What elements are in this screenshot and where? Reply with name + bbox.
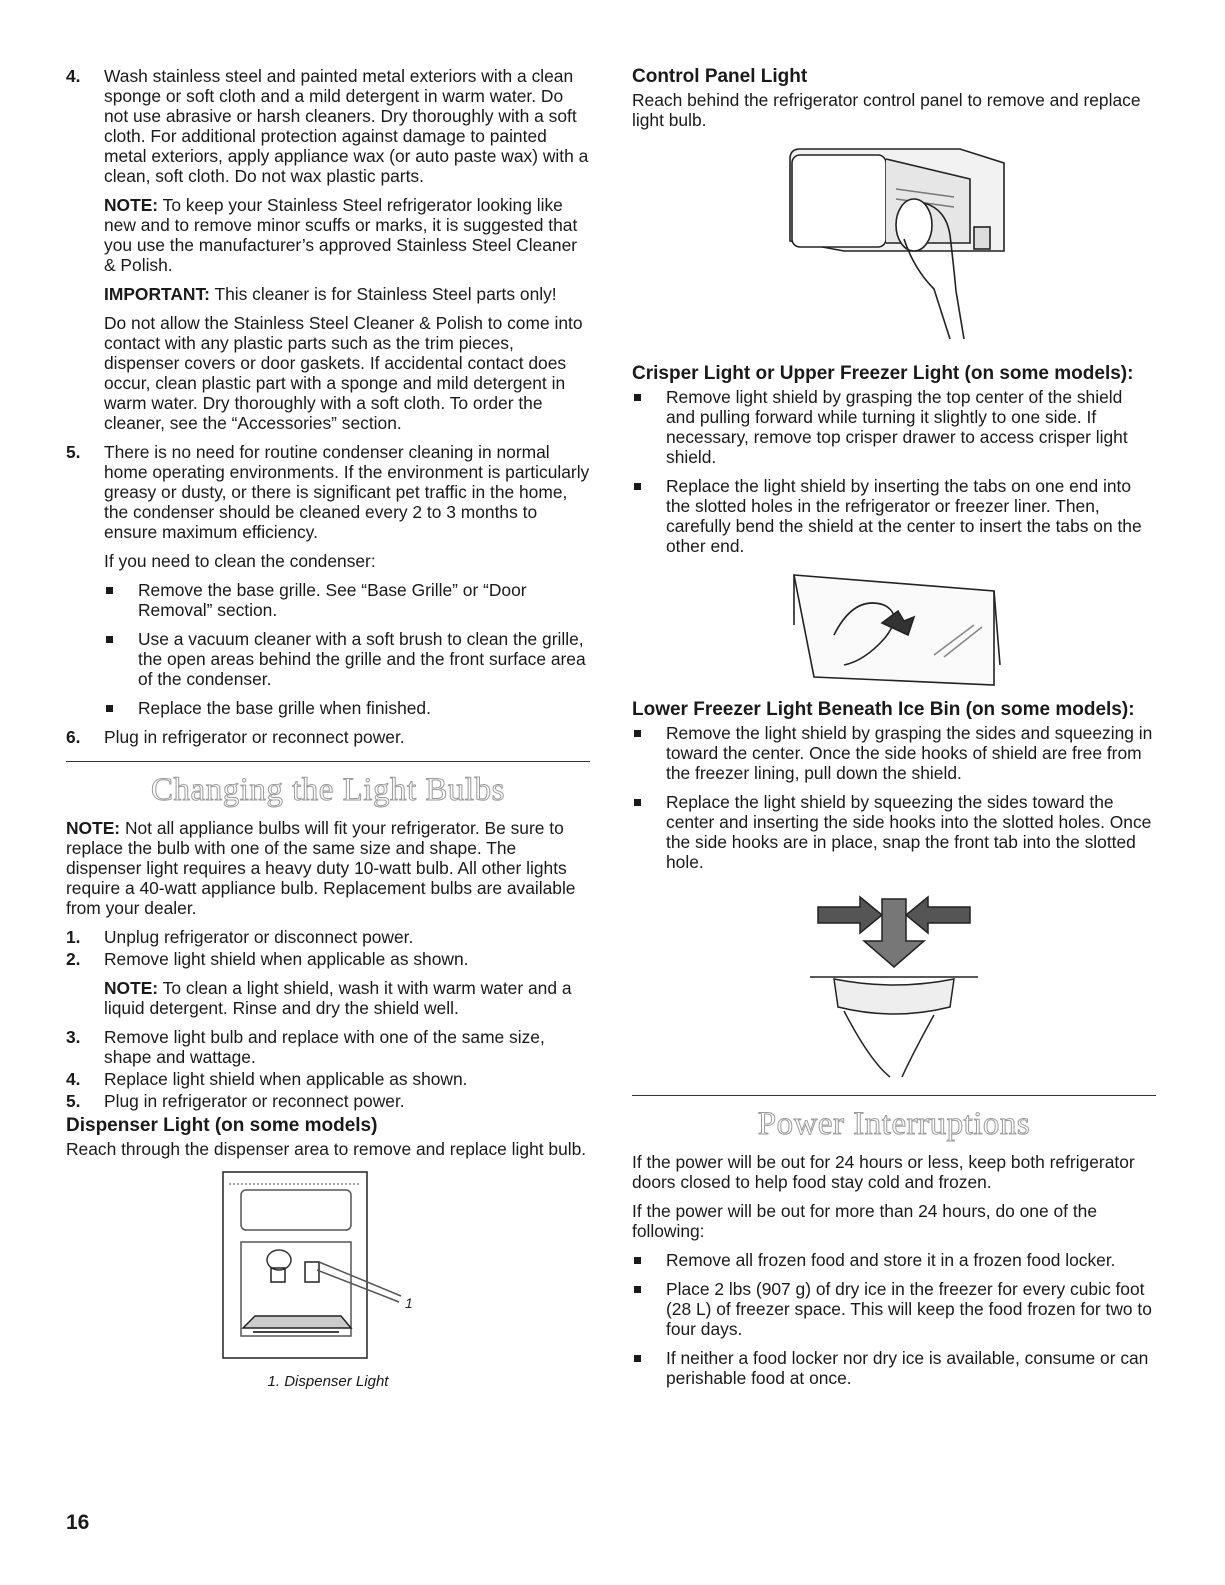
step-4-exterior-cleaning xyxy=(66,66,590,433)
important-label: IMPORTANT: xyxy=(104,284,210,304)
stainless-note xyxy=(104,195,590,275)
bulb-note xyxy=(66,818,590,918)
callout-number: 1 xyxy=(405,1295,413,1311)
lower-freezer-illustration xyxy=(774,881,1014,1081)
step-number: 2. xyxy=(66,949,81,969)
lower-freezer-bullets xyxy=(632,723,1156,872)
left-column xyxy=(66,66,590,1392)
list-item: Replace the light shield by squeezing the sides toward the center and inserting the side hooks into the slotted holes. Once the side hooks are in place, snap the front tab into the slotted hole. xyxy=(632,792,1156,872)
right-column xyxy=(632,66,1156,1397)
step-text: Remove light bulb and replace with one of the same size, shape and wattage. xyxy=(104,1027,545,1067)
bulb-step-3 xyxy=(66,1027,590,1067)
step-number: 6. xyxy=(66,727,81,747)
note-text: To keep your Stainless Steel refrigerator looking like new and to remove minor scuffs or marks, it is suggested that you use the manufacturer’s approved Stainless Steel Cleaner & Polish. xyxy=(104,195,578,275)
shield-cleaning-note xyxy=(104,978,590,1018)
step-number: 4. xyxy=(66,66,81,86)
step-text: Plug in refrigerator or reconnect power. xyxy=(104,1091,405,1111)
bulb-step-2 xyxy=(66,949,590,1018)
step-number: 3. xyxy=(66,1027,81,1047)
step-text: Replace light shield when applicable as shown. xyxy=(104,1069,468,1089)
important-text: This cleaner is for Stainless Steel parts only! xyxy=(209,284,557,304)
list-item: Remove the base grille. See “Base Grille” or “Door Removal” section. xyxy=(104,580,590,620)
figure-caption: 1. Dispenser Light xyxy=(267,1373,389,1390)
bulb-step-1 xyxy=(66,927,590,947)
section-title-light-bulbs: Changing the Light Bulbs xyxy=(151,772,505,808)
section-divider xyxy=(632,1095,1156,1096)
step-number: 4. xyxy=(66,1069,81,1089)
lower-freezer-heading: Lower Freezer Light Beneath Ice Bin (on some models): xyxy=(632,699,1135,720)
crisper-light-illustration xyxy=(764,565,1024,695)
control-panel-heading: Control Panel Light xyxy=(632,66,808,87)
list-item: Place 2 lbs (907 g) of dry ice in the freezer for every cubic foot (28 L) of freezer space. This will keep the food frozen for two to four days. xyxy=(632,1279,1156,1339)
control-panel-text: Reach behind the refrigerator control panel to remove and replace light bulb. xyxy=(632,90,1141,130)
step-text: There is no need for routine condenser cleaning in normal home operating environments. If the environment is particularly greasy or dusty, or there is significant pet traffic in the home, the condenser should be cleaned every 2 to 3 months to ensure maximum efficiency. xyxy=(104,442,590,542)
list-item: Remove all frozen food and store it in a frozen food locker. xyxy=(632,1250,1156,1270)
crisper-bullets xyxy=(632,387,1156,556)
step-6-power xyxy=(66,727,590,747)
step-text: Unplug refrigerator or disconnect power. xyxy=(104,927,414,947)
list-item: Remove the light shield by grasping the sides and squeezing in toward the center. Once the side hooks of shield are free from the freezer lining, pull down the shield. xyxy=(632,723,1156,783)
step-5-condenser xyxy=(66,442,590,718)
step-number: 1. xyxy=(66,927,81,947)
power-text-long-outage: If the power will be out for more than 24 hours, do one of the following: xyxy=(632,1201,1097,1241)
note-label: NOTE: xyxy=(104,978,159,998)
cleaner-warning: Do not allow the Stainless Steel Cleaner & Polish to come into contact with any plastic parts such as the trim pieces, dispenser covers or door gaskets. If accidental contact does occur, clean plastic part with a sponge and mild detergent in warm water. Dry thoroughly with a soft cloth. To order the cleaner, see the “Accessories” section. xyxy=(104,313,583,433)
power-text-short-outage: If the power will be out for 24 hours or less, keep both refrigerator doors closed to help food stay cold and frozen. xyxy=(632,1152,1135,1192)
section-divider xyxy=(66,761,590,762)
step-text: Wash stainless steel and painted metal exteriors with a clean sponge or soft cloth and a mild detergent in warm water. Do not use abrasive or harsh cleaners. Dry thoroughly with a soft cloth. For additional protection against damage to painted metal exteriors, apply appliance wax (or auto paste wax) with a clean, soft cloth. Do not wax plastic parts. xyxy=(104,66,589,186)
list-item: Replace the light shield by inserting the tabs on one end into the slotted holes in the refrigerator or freezer liner. Then, carefully bend the shield at the center to insert the tabs on the other end. xyxy=(632,476,1156,556)
crisper-light-heading: Crisper Light or Upper Freezer Light (on some models): xyxy=(632,363,1134,384)
bulb-step-4 xyxy=(66,1069,590,1089)
step-number: 5. xyxy=(66,1091,81,1111)
dispenser-light-heading: Dispenser Light (on some models) xyxy=(66,1115,378,1136)
control-panel-illustration xyxy=(774,139,1014,359)
step-number: 5. xyxy=(66,442,81,462)
section-title-power-interruptions: Power Interruptions xyxy=(757,1106,1031,1142)
step-text: Remove light shield when applicable as shown. xyxy=(104,949,469,969)
page-number: 16 xyxy=(66,1511,90,1534)
dispenser-light-text: Reach through the dispenser area to remove and replace light bulb. xyxy=(66,1139,587,1159)
list-item: Remove light shield by grasping the top center of the shield and pulling forward while turning it slightly to one side. If necessary, remove top crisper drawer to access crisper light shield. xyxy=(632,387,1156,467)
list-item: Replace the base grille when finished. xyxy=(104,698,590,718)
list-item: If neither a food locker nor dry ice is available, consume or can perishable food at once. xyxy=(632,1348,1156,1388)
note-label: NOTE: xyxy=(104,195,159,215)
step-text: Plug in refrigerator or reconnect power. xyxy=(104,727,405,747)
dispenser-light-illustration xyxy=(213,1168,443,1368)
condenser-bullets xyxy=(104,580,590,718)
important-note xyxy=(104,284,590,304)
note-label: NOTE: xyxy=(66,818,121,838)
note-text: Not all appliance bulbs will fit your refrigerator. Be sure to replace the bulb with one of the same size and shape. The dispenser light requires a heavy duty 10-watt bulb. All other lights require a 40-watt appliance bulb. Replacement bulbs are available from your dealer. xyxy=(66,818,576,918)
bulb-step-5 xyxy=(66,1091,590,1111)
power-bullets xyxy=(632,1250,1156,1388)
note-text: To clean a light shield, wash it with warm water and a liquid detergent. Rinse and dry the shield well. xyxy=(104,978,572,1018)
condenser-lead: If you need to clean the condenser: xyxy=(104,551,376,571)
list-item: Use a vacuum cleaner with a soft brush to clean the grille, the open areas behind the grille and the front surface area of the condenser. xyxy=(104,629,590,689)
